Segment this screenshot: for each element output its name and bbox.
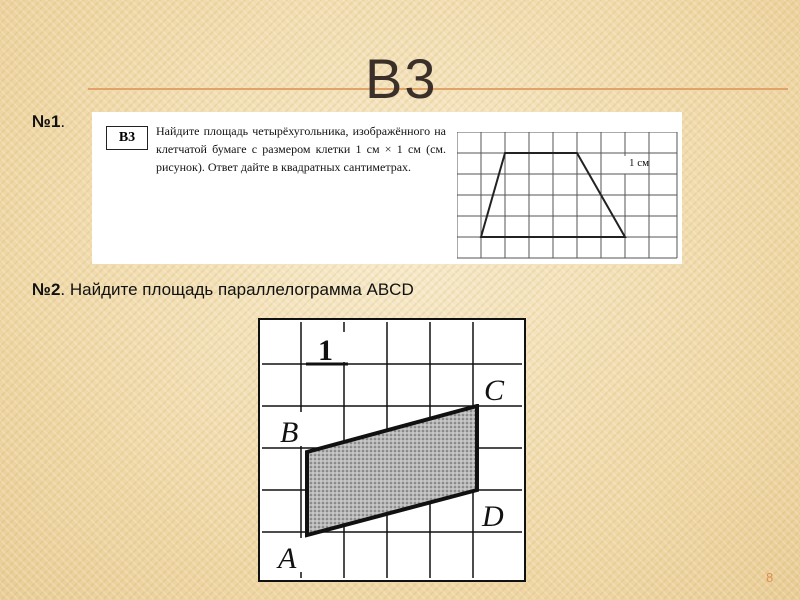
vertex-label-b: B <box>280 416 299 449</box>
problem2-text: . Найдите площадь параллелограмма ABCD <box>60 280 414 299</box>
page-number: 8 <box>766 570 774 585</box>
problem1-number-text: №1 <box>32 112 61 131</box>
problem1-number-suffix: . <box>60 112 66 131</box>
problem2-grid <box>258 318 526 582</box>
problem1-scale-label: 1 см <box>629 157 650 169</box>
problem2-number: №2 <box>32 280 61 299</box>
problem1-text: Найдите площадь четырёхугольника, изображённого на клетчатой бумаге с размером клетки 1 см × 1 см (см. рисунок). Ответ дайте в квадратных сантиметрах. <box>156 124 446 174</box>
vertex-label-c: C <box>484 374 505 407</box>
problem2-scale-label: 1 <box>318 334 333 367</box>
vertex-label-a: A <box>278 542 297 575</box>
problem1-number <box>32 112 65 132</box>
slide-title: B3 <box>365 47 438 110</box>
problem1-tag: B3 <box>106 126 148 150</box>
problem1-grid <box>457 132 681 262</box>
problem2-statement <box>32 280 414 300</box>
title-rule <box>88 88 788 90</box>
vertex-label-d: D <box>482 500 504 533</box>
